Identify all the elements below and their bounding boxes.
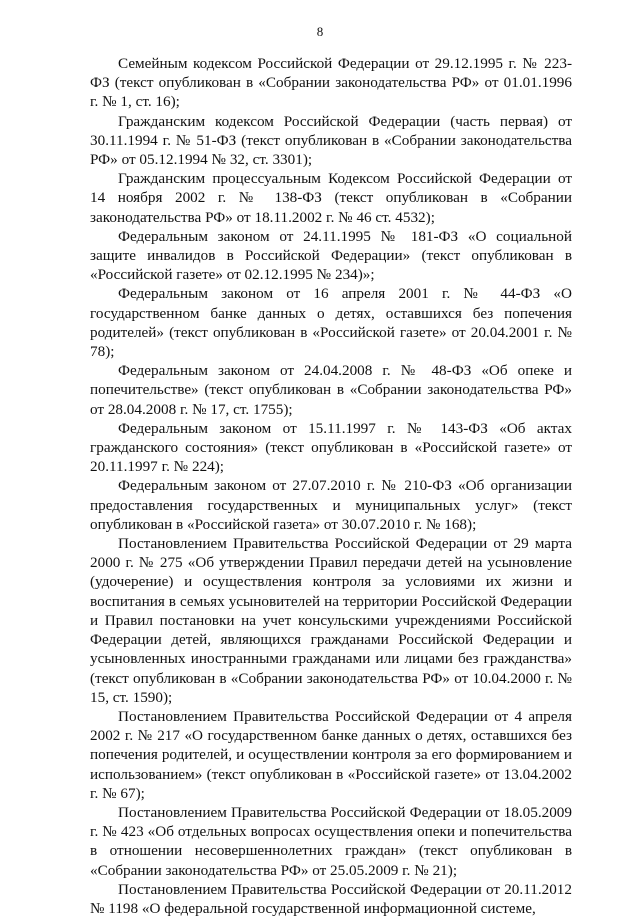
paragraph-law-44: Федеральным законом от 16 апреля 2001 г. № 44-ФЗ «О государственном банке данных о детях, оставшихся без попечения родителей» (текст опубликован в «Российской газете» от 20.04.2001 г. № 78); xyxy=(90,285,572,361)
paragraph-law-181: Федеральным законом от 24.11.1995 № 181-ФЗ «О социальной защите инвалидов в Российской Федерации» (текст опубликован в «Российской газете» от 02.12.1995 № 234)»; xyxy=(90,227,572,284)
paragraph-civil-code: Гражданским кодексом Российской Федерации (часть первая) от 30.11.1994 г. № 51-ФЗ (текст опубликован в «Собрании законодательства РФ» от 05.12.1994 № 32, ст. 3301); xyxy=(90,112,572,169)
paragraph-law-143: Федеральным законом от 15.11.1997 г. № 143-ФЗ «Об актах гражданского состояния» (текст опубликован в «Российской газете» от 20.11.1997 г. № 224); xyxy=(90,419,572,476)
paragraph-resolution-1198: Постановлением Правительства Российской Федерации от 20.11.2012 № 1198 «О федеральной государственной информационной системе, xyxy=(90,880,572,917)
paragraph-resolution-275: Постановлением Правительства Российской Федерации от 29 марта 2000 г. № 275 «Об утверждении Правил передачи детей на усыновление (удочерение) и осуществления контроля за условиями их жизни и воспитания в семьях усыновителей на территории Российской Федерации и Правил постановки на учет консульскими учреждениями Российской Федерации детей, являющихся гражданами Российской Федерации и усыновленных иностранными гражданами или лицами без гражданства» (текст опубликован в «Собрании законодательства РФ» от 10.04.2000 г. № 15, ст. 1590); xyxy=(90,535,572,706)
paragraph-law-210: Федеральным законом от 27.07.2010 г. № 210-ФЗ «Об организации предоставления государственных и муниципальных услуг» (текст опубликован в «Российской газета» от 30.07.2010 г. № 168); xyxy=(90,477,572,533)
paragraph-law-48: Федеральным законом от 24.04.2008 г. № 48-ФЗ «Об опеке и попечительстве» (текст опубликован в «Собрании законодательства РФ» от 28.04.2008 г. № 17, ст. 1755); xyxy=(90,362,572,418)
page-number: 8 xyxy=(316,24,324,39)
paragraph-family-code: Семейным кодексом Российской Федерации от 29.12.1995 г. № 223-ФЗ (текст опубликован в «Собрании законодательства РФ» от 01.01.1996 г. № 1, ст. 16); xyxy=(90,55,572,111)
paragraph-resolution-217: Постановлением Правительства Российской Федерации от 4 апреля 2002 г. № 217 «О государственном банке данных о детях, оставшихся без попечения родителей, и осуществлении контроля за его формированием и использованием» (текст опубликован в «Российской газете» от 13.04.2002 г. № 67); xyxy=(90,707,572,802)
document-body xyxy=(90,54,572,918)
paragraph-civil-procedure-code: Гражданским процессуальным Кодексом Российской Федерации от 14 ноября 2002 г. № 138-ФЗ (текст опубликован в «Собрании законодательства РФ» от 18.11.2002 г. № 46 ст. 4532); xyxy=(90,170,572,226)
paragraph-resolution-423: Постановлением Правительства Российской Федерации от 18.05.2009 г. № 423 «Об отдельных вопросах осуществления опеки и попечительства в отношении несовершеннолетних граждан» (текст опубликован в «Собрании законодательства РФ» от 25.05.2009 г. № 21); xyxy=(90,803,572,879)
